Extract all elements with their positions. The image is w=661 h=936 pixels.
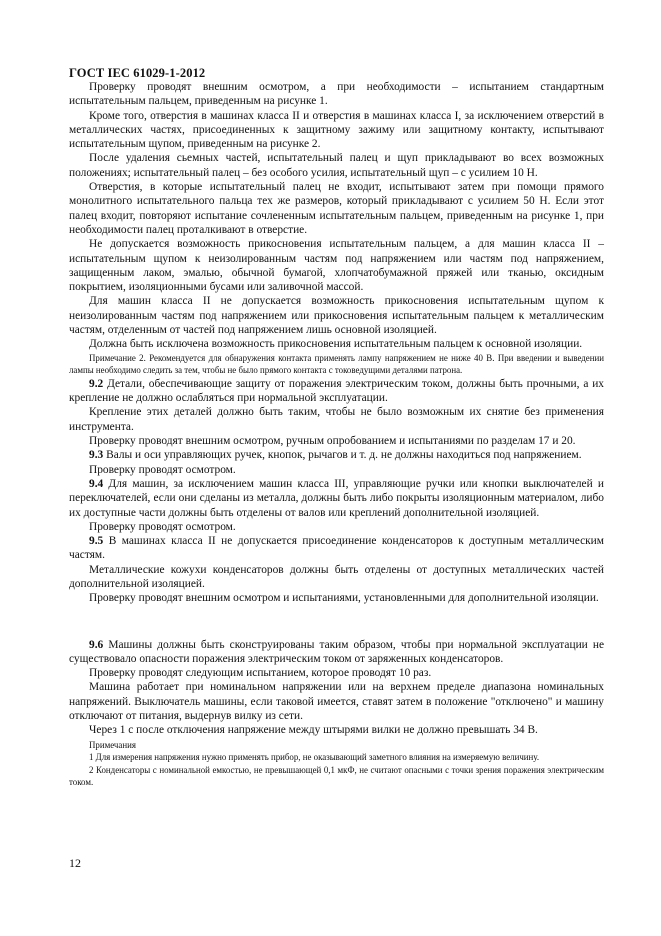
- clause-text: Детали, обеспечивающие защиту от поражения электрическим током, должны быть прочными, а их крепление не должно ослабляться при нормальной эксплуатации.: [69, 377, 604, 405]
- clause-number: 9.3: [89, 449, 104, 462]
- clause-9-2: [69, 377, 604, 406]
- section-gap: [69, 606, 604, 638]
- clause-9-6: [69, 638, 604, 667]
- clause-number: 9.5: [89, 535, 104, 548]
- document-header: ГОСТ IEC 61029-1-2012: [69, 66, 206, 80]
- paragraph: Не допускается возможность прикосновения испытательным пальцем, а для машин класса II – испытательным щупом к неизолированным частям под напряжением или частям под напряжением, защищенным лаком, эмалью, обычной бумагой, хлопчатобумажной пряжей или тканью, оксидным покрытием, изоляционными бусами или заливочной массой.: [69, 238, 604, 294]
- paragraph: Через 1 с после отключения напряжение между штырями вилки не должно превышать 34 В.: [89, 724, 538, 737]
- clause-9-5: [69, 534, 604, 563]
- paragraph: Крепление этих деталей должно быть таким, чтобы не было возможным их снятие без применения инструмента.: [69, 406, 604, 433]
- paragraph: Проверку проводят осмотром.: [89, 520, 236, 533]
- clause-9-4: [69, 477, 604, 520]
- document-body: [69, 80, 604, 788]
- paragraph: Должна быть исключена возможность прикосновения испытательным пальцем к основной изоляции.: [89, 338, 583, 351]
- paragraph: Металлические кожухи конденсаторов должны быть отделены от доступных металлических частей дополнительной изоляцией.: [69, 563, 604, 590]
- paragraph: Для машин класса II не допускается возможность прикосновения испытательным щупом к неизолированным частям под напряжением или прикосновения испытательным пальцем к металлическим частям, отделенным от частей под напряжением лишь основной изоляцией.: [69, 295, 604, 337]
- clause-text: Валы и оси управляющих ручек, кнопок, рычагов и т. д. не должны находиться под напряжением.: [103, 449, 582, 462]
- clause-text: Машины должны быть сконструированы таким образом, чтобы при нормальной эксплуатации не существовало опасности поражения электрическим током от заряженных конденсаторов.: [69, 638, 604, 665]
- note-2: Примечание 2. Рекомендуется для обнаружения контакта применять лампу напряжением не ниже 40 В. При введении и выведении лампы необходимо следить за тем, чтобы не было прямого контакта с токоведущими деталями патрона.: [69, 352, 604, 376]
- notes-title: Примечания: [89, 739, 136, 750]
- note-item: 2 Конденсаторы с номинальной емкостью, не превышающей 0,1 мкФ, не считают опасными с точки зрения поражения электрическим током.: [69, 764, 604, 787]
- paragraph: Проверку проводят осмотром.: [89, 463, 236, 476]
- paragraph: Машина работает при номинальном напряжении или на верхнем пределе диапазона номинальных напряжений. Выключатель машины, если таковой имеется, ставят затем в положение "отключено" и машину отключают от питания, выдернув вилку из сети.: [69, 681, 604, 723]
- clause-number: 9.6: [89, 638, 104, 651]
- clause-number: 9.4: [89, 477, 104, 490]
- paragraph: Отверстия, в которые испытательный палец не входит, испытывают затем при помощи прямого монолитного испытательного пальца тех же размеров, который прикладывают с усилием 50 Н. Если этот палец входит, повторяют испытание сочлененным испытательным пальцем, приведенным на рисунке 1, при необходимости палец проталкивают в отверстие.: [69, 181, 604, 236]
- paragraph: Кроме того, отверстия в машинах класса II и отверстия в машинах класса I, за исключением отверстий в металлических частях, присоединенных к защитному зажиму или защитному контакту, испытывают испытательным щупом, приведенным на рисунке 2.: [69, 109, 604, 151]
- clause-text: Для машин, за исключением машин класса III, управляющие ручки или кнопки выключателей и переключателей, если они сделаны из металла, должны быть либо покрыты изоляционным материалом, либо их доступные части должны быть отделены от валов или креплений дополнительной изоляцией.: [69, 477, 604, 519]
- paragraph: Проверку проводят внешним осмотром и испытаниями, установленными для дополнительной изоляции.: [89, 592, 599, 605]
- paragraph: Проверку проводят внешним осмотром, ручным опробованием и испытаниями по разделам 17 и 20.: [89, 435, 576, 448]
- paragraph: После удаления сьемных частей, испытательный палец и щуп прикладывают во всех возможных положениях; испытательный палец – без особого усилия, испытательный щуп – с усилием 10 Н.: [69, 152, 604, 179]
- clause-9-3: [69, 448, 604, 462]
- clause-number: 9.2: [89, 377, 104, 390]
- page-number: 12: [69, 856, 81, 870]
- paragraph: Проверку проводят следующим испытанием, которое проводят 10 раз.: [89, 667, 432, 680]
- clause-text: В машинах класса II не допускается присоединение конденсаторов к доступным металлическим частям.: [69, 535, 604, 562]
- paragraph: Проверку проводят внешним осмотром, а при необходимости – испытанием стандартным испытательным пальцем, приведенным на рисунке 1.: [69, 81, 604, 108]
- note-item: 1 Для измерения напряжения нужно применять прибор, не оказывающий заметного влияния на измеряемую величину.: [89, 752, 540, 763]
